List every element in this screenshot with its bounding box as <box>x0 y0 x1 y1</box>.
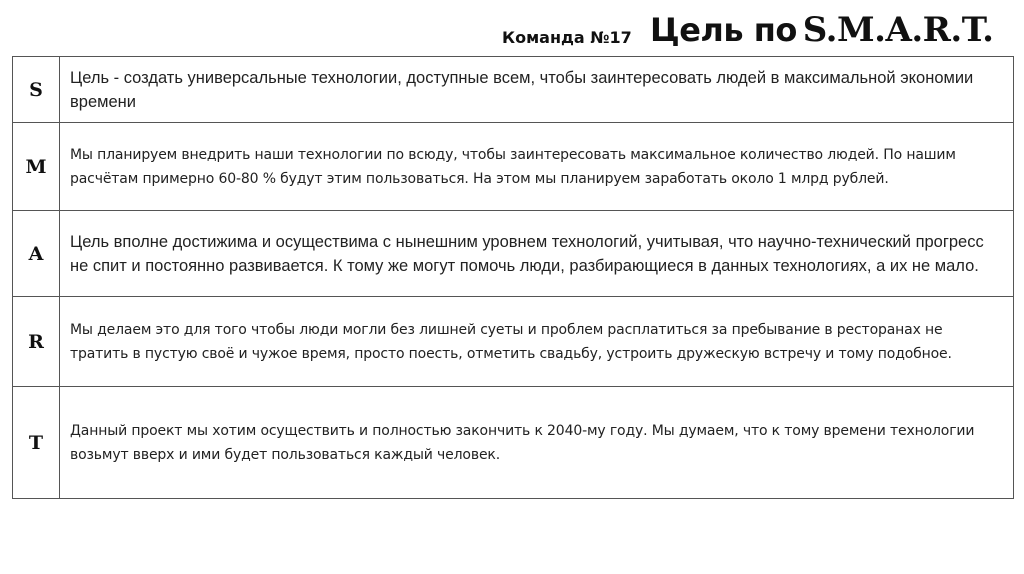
row-text-time-bound: Данный проект мы хотим осуществить и полностью закончить к 2040-му году. Мы думаем, что к тому времени технологии возьмут вверх и ими будет пользоваться каждый человек. <box>60 387 1014 499</box>
slide-title <box>650 10 994 50</box>
row-text-relevant: Мы делаем это для того чтобы люди могли без лишней суеты и проблем расплатиться за пребывание в ресторанах не тратить в пустую своё и чужое время, просто поесть, отметить свадьбу, устроить дружескую встречу и тому подобное. <box>60 297 1014 387</box>
title-prefix: Цель по <box>650 11 797 49</box>
table-row-t <box>13 387 1014 499</box>
title-acronym: S.M.A.R.T. <box>802 10 994 50</box>
row-letter-r: R <box>13 297 60 387</box>
table-row-s <box>13 57 1014 123</box>
row-letter-t: T <box>13 387 60 499</box>
team-label: Команда №17 <box>502 28 632 47</box>
table-row-a <box>13 211 1014 297</box>
smart-table <box>12 56 1014 499</box>
table-row-r <box>13 297 1014 387</box>
row-letter-s: S <box>13 57 60 123</box>
row-text-measurable: Мы планируем внедрить наши технологии по всюду, чтобы заинтересовать максимальное количество людей. По нашим расчётам примерно 60-80 % будут этим пользоваться. На этом мы планируем заработать около 1 млрд рублей. <box>60 123 1014 211</box>
row-text-achievable: Цель вполне достижима и осуществима с нынешним уровнем технологий, учитывая, что научно-технический прогресс не спит и постоянно развивается. К тому же могут помочь люди, разбирающиеся в данных технологиях, а их не мало. <box>60 211 1014 297</box>
row-text-specific: Цель - создать универсальные технологии, доступные всем, чтобы заинтересовать людей в максимальной экономии времени <box>60 57 1014 123</box>
table-row-m <box>13 123 1014 211</box>
slide-header <box>0 8 1024 54</box>
row-letter-m: M <box>13 123 60 211</box>
row-letter-a: A <box>13 211 60 297</box>
